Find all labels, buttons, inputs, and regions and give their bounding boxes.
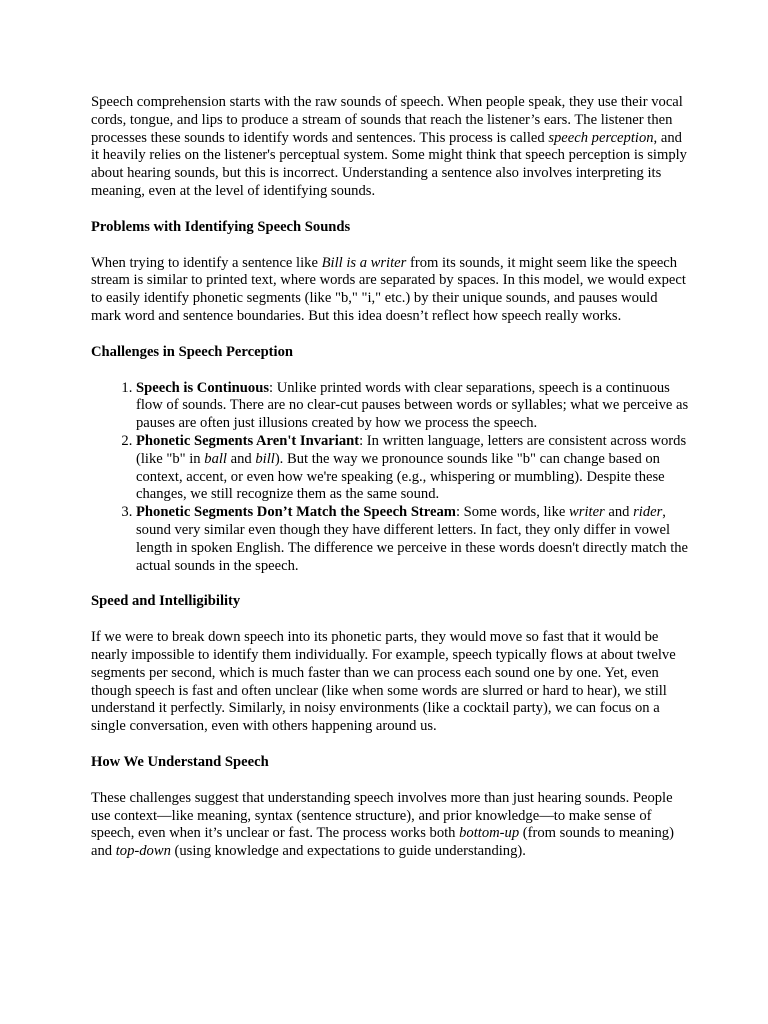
intro-text-2: , and it heavily relies on the listener's perceptual system. Some might think that speech perception is simply about hearing sounds, but this is incorrect. Understanding a sentence also involves interpreting its meaning, even at the level of identifying sounds. — [91, 129, 687, 199]
problems-paragraph — [91, 255, 691, 326]
section-heading-problems: Problems with Identifying Speech Sounds — [91, 218, 351, 235]
document-body — [91, 94, 691, 879]
problems-example: Bill is a writer — [321, 254, 407, 271]
section-heading-understand: How We Understand Speech — [91, 753, 269, 770]
problems-text-1: When trying to identify a sentence like — [91, 254, 322, 271]
list-item — [136, 380, 691, 433]
list-item-text: and — [226, 450, 256, 467]
list-item-example: bill — [255, 450, 275, 467]
section-heading-challenges: Challenges in Speech Perception — [91, 343, 294, 360]
understand-term-top-down: top-down — [115, 843, 171, 860]
speed-paragraph: If we were to break down speech into its phonetic parts, they would move so fast that it would be nearly impossible to identify them individually. For example, speech typically flows at about twelve segments per second, which is much faster than we can process each sound one by one. Yet, even though speech is fast and often unclear (like when some words are slurred or hard to hear), we still understand it perfectly. Similarly, in noisy environments (like a cocktail party), we can focus on a single conversation, even with others happening around us. — [91, 629, 676, 735]
understand-text-1: These challenges suggest that understanding speech involves more than just hearing sounds. People use context—like meaning, syntax (sentence structure), and prior knowledge—to make sense of speech, even when it’s unclear or fast. The process works both — [91, 789, 673, 842]
list-item — [136, 504, 691, 575]
section-heading-speed: Speed and Intelligibility — [91, 593, 241, 610]
list-item-text: : Unlike printed words with clear separations, speech is a continuous flow of sounds. There are no clear-cut pauses between words or syllables; what we perceive as pauses are often just illusions created by how we process the speech. — [136, 379, 689, 432]
understand-text-2: (from sounds to meaning) and — [91, 825, 674, 860]
understand-paragraph — [91, 790, 691, 861]
understand-term-bottom-up: bottom-up — [459, 825, 520, 842]
list-item-example: writer — [569, 504, 605, 521]
list-item-text: ). But the way we pronounce sounds like "b" can change based on context, accent, or even how we're speaking (e.g., whispering or mumbling). Despite these changes, we still recognize them as the same sound. — [136, 450, 665, 503]
list-item-text: : Some words, like — [455, 504, 570, 521]
list-item-text: : In written language, letters are consistent across words (like "b" in — [136, 432, 687, 467]
list-item-title: Speech is Continuous — [136, 379, 270, 396]
list-item-example: rider — [633, 504, 663, 521]
intro-paragraph — [91, 94, 691, 201]
list-item-title: Phonetic Segments Aren't Invariant — [136, 432, 360, 449]
intro-term: speech perception — [548, 129, 654, 146]
challenges-list — [91, 380, 691, 576]
problems-text-2: from its sounds, it might seem like the speech stream is similar to printed text, where words are separated by spaces. In this model, we would expect to easily identify phonetic segments (like "b," "i," etc.) by their unique sounds, and pauses would mark word and sentence boundaries. But this idea doesn’t reflect how speech really works. — [91, 254, 686, 324]
list-item-title: Phonetic Segments Don’t Match the Speech Stream — [136, 504, 456, 521]
intro-text-1: Speech comprehension starts with the raw sounds of speech. When people speak, they use their vocal cords, tongue, and lips to produce a stream of sounds that reach the listener’s ears. The listener then processes these sounds to identify words and sentences. This process is called — [91, 94, 683, 146]
list-item-text: and — [604, 504, 634, 521]
list-item-text: , sound very similar even though they have different letters. In fact, they only differ in vowel length in spoken English. The difference we perceive in these words doesn't directly match the actual sounds in the speech. — [136, 504, 689, 574]
understand-text-3: (using knowledge and expectations to guide understanding). — [170, 843, 526, 860]
list-item-example: ball — [204, 450, 227, 467]
list-item — [136, 433, 691, 504]
